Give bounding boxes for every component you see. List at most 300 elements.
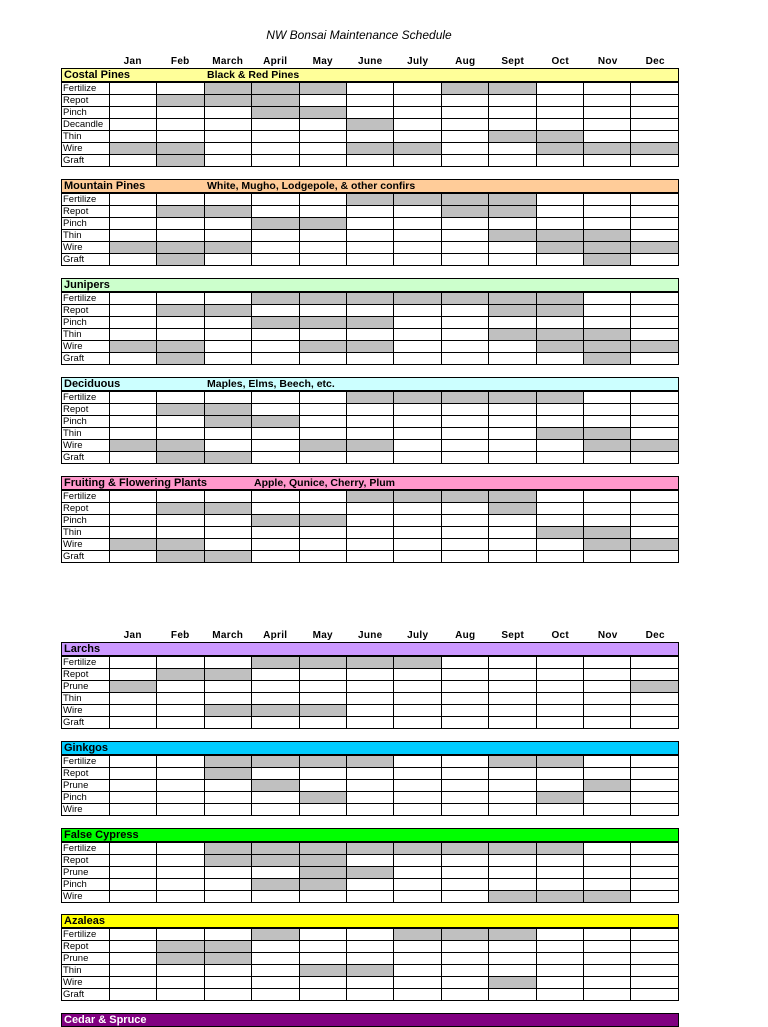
empty-cell bbox=[394, 254, 441, 266]
scheduled-cell bbox=[252, 317, 299, 329]
empty-cell bbox=[347, 929, 394, 941]
task-label: Fertilize bbox=[62, 83, 110, 95]
empty-cell bbox=[110, 891, 157, 903]
empty-cell bbox=[394, 242, 441, 254]
empty-cell bbox=[584, 768, 631, 780]
empty-cell bbox=[394, 681, 441, 693]
empty-cell bbox=[157, 83, 204, 95]
task-row bbox=[62, 843, 679, 855]
scheduled-cell bbox=[157, 953, 204, 965]
empty-cell bbox=[347, 515, 394, 527]
empty-cell bbox=[441, 657, 488, 669]
month-label: July bbox=[407, 630, 429, 641]
empty-cell bbox=[204, 353, 251, 365]
empty-cell bbox=[110, 491, 157, 503]
empty-cell bbox=[204, 329, 251, 341]
empty-cell bbox=[441, 143, 488, 155]
scheduled-cell bbox=[204, 206, 251, 218]
scheduled-cell bbox=[536, 305, 583, 317]
empty-cell bbox=[441, 305, 488, 317]
scheduled-cell bbox=[631, 242, 679, 254]
empty-cell bbox=[584, 515, 631, 527]
empty-cell bbox=[204, 230, 251, 242]
empty-cell bbox=[489, 155, 536, 167]
task-row bbox=[62, 230, 679, 242]
empty-cell bbox=[347, 977, 394, 989]
empty-cell bbox=[110, 977, 157, 989]
empty-cell bbox=[441, 107, 488, 119]
empty-cell bbox=[584, 879, 631, 891]
empty-cell bbox=[299, 977, 346, 989]
task-row bbox=[62, 989, 679, 1001]
empty-cell bbox=[631, 503, 679, 515]
empty-cell bbox=[489, 254, 536, 266]
section-subtitle: White, Mugho, Lodgepole, & other confirs bbox=[207, 180, 416, 192]
scheduled-cell bbox=[252, 780, 299, 792]
empty-cell bbox=[204, 693, 251, 705]
empty-cell bbox=[441, 953, 488, 965]
section-header bbox=[61, 1013, 679, 1027]
scheduled-cell bbox=[204, 768, 251, 780]
scheduled-cell bbox=[110, 539, 157, 551]
empty-cell bbox=[536, 503, 583, 515]
task-row bbox=[62, 107, 679, 119]
empty-cell bbox=[536, 989, 583, 1001]
scheduled-cell bbox=[584, 254, 631, 266]
scheduled-cell bbox=[394, 929, 441, 941]
empty-cell bbox=[299, 230, 346, 242]
empty-cell bbox=[204, 131, 251, 143]
empty-cell bbox=[204, 929, 251, 941]
empty-cell bbox=[252, 941, 299, 953]
empty-cell bbox=[441, 503, 488, 515]
empty-cell bbox=[204, 119, 251, 131]
empty-cell bbox=[157, 843, 204, 855]
empty-cell bbox=[299, 669, 346, 681]
scheduled-cell bbox=[157, 404, 204, 416]
empty-cell bbox=[441, 527, 488, 539]
empty-cell bbox=[584, 392, 631, 404]
empty-cell bbox=[394, 539, 441, 551]
scheduled-cell bbox=[536, 143, 583, 155]
empty-cell bbox=[584, 929, 631, 941]
empty-cell bbox=[347, 855, 394, 867]
task-row bbox=[62, 353, 679, 365]
empty-cell bbox=[631, 416, 679, 428]
empty-cell bbox=[489, 879, 536, 891]
empty-cell bbox=[536, 977, 583, 989]
scheduled-cell bbox=[536, 293, 583, 305]
empty-cell bbox=[441, 218, 488, 230]
scheduled-cell bbox=[441, 293, 488, 305]
section-header bbox=[61, 828, 679, 842]
empty-cell bbox=[489, 527, 536, 539]
empty-cell bbox=[584, 681, 631, 693]
empty-cell bbox=[394, 317, 441, 329]
task-label: Thin bbox=[62, 329, 110, 341]
empty-cell bbox=[631, 693, 679, 705]
task-row bbox=[62, 95, 679, 107]
task-row bbox=[62, 756, 679, 768]
scheduled-cell bbox=[489, 891, 536, 903]
scheduled-cell bbox=[441, 843, 488, 855]
scheduled-cell bbox=[489, 843, 536, 855]
empty-cell bbox=[347, 131, 394, 143]
scheduled-cell bbox=[157, 242, 204, 254]
task-label: Pinch bbox=[62, 792, 110, 804]
scheduled-cell bbox=[584, 242, 631, 254]
empty-cell bbox=[536, 515, 583, 527]
task-row bbox=[62, 392, 679, 404]
scheduled-cell bbox=[204, 756, 251, 768]
empty-cell bbox=[110, 428, 157, 440]
empty-cell bbox=[394, 404, 441, 416]
scheduled-cell bbox=[347, 965, 394, 977]
section-subtitle: Black & Red Pines bbox=[207, 69, 300, 81]
empty-cell bbox=[631, 804, 679, 816]
task-label: Repot bbox=[62, 941, 110, 953]
month-label: May bbox=[312, 630, 333, 641]
empty-cell bbox=[584, 119, 631, 131]
month-label: Dec bbox=[645, 56, 665, 67]
empty-cell bbox=[204, 657, 251, 669]
empty-cell bbox=[252, 131, 299, 143]
scheduled-cell bbox=[347, 756, 394, 768]
empty-cell bbox=[441, 867, 488, 879]
month-label: June bbox=[357, 56, 383, 67]
scheduled-cell bbox=[489, 206, 536, 218]
empty-cell bbox=[394, 693, 441, 705]
empty-cell bbox=[204, 515, 251, 527]
empty-cell bbox=[536, 681, 583, 693]
empty-cell bbox=[489, 515, 536, 527]
scheduled-cell bbox=[347, 491, 394, 503]
scheduled-cell bbox=[252, 756, 299, 768]
month-label: Feb bbox=[170, 56, 190, 67]
empty-cell bbox=[584, 452, 631, 464]
empty-cell bbox=[584, 317, 631, 329]
scheduled-cell bbox=[204, 953, 251, 965]
task-row bbox=[62, 143, 679, 155]
scheduled-cell bbox=[347, 194, 394, 206]
scheduled-cell bbox=[157, 155, 204, 167]
scheduled-cell bbox=[299, 855, 346, 867]
empty-cell bbox=[394, 230, 441, 242]
page-title: NW Bonsai Maintenance Schedule bbox=[266, 28, 452, 42]
empty-cell bbox=[631, 353, 679, 365]
scheduled-cell bbox=[110, 341, 157, 353]
empty-cell bbox=[110, 768, 157, 780]
task-label: Repot bbox=[62, 95, 110, 107]
empty-cell bbox=[441, 242, 488, 254]
month-label: Jan bbox=[123, 56, 142, 67]
scheduled-cell bbox=[157, 341, 204, 353]
scheduled-cell bbox=[536, 341, 583, 353]
empty-cell bbox=[489, 440, 536, 452]
schedule-section bbox=[61, 914, 679, 1001]
task-label: Prune bbox=[62, 780, 110, 792]
task-row bbox=[62, 329, 679, 341]
empty-cell bbox=[536, 491, 583, 503]
empty-cell bbox=[584, 503, 631, 515]
empty-cell bbox=[394, 855, 441, 867]
task-row bbox=[62, 717, 679, 729]
scheduled-cell bbox=[157, 440, 204, 452]
empty-cell bbox=[584, 305, 631, 317]
section-name: Azaleas bbox=[64, 915, 105, 927]
empty-cell bbox=[441, 329, 488, 341]
empty-cell bbox=[347, 717, 394, 729]
schedule-section bbox=[61, 278, 679, 365]
empty-cell bbox=[584, 551, 631, 563]
scheduled-cell bbox=[110, 440, 157, 452]
scheduled-cell bbox=[299, 293, 346, 305]
section-header bbox=[61, 642, 679, 656]
empty-cell bbox=[631, 527, 679, 539]
empty-cell bbox=[299, 143, 346, 155]
empty-cell bbox=[347, 206, 394, 218]
empty-cell bbox=[110, 953, 157, 965]
empty-cell bbox=[299, 119, 346, 131]
scheduled-cell bbox=[584, 440, 631, 452]
empty-cell bbox=[110, 780, 157, 792]
empty-cell bbox=[584, 756, 631, 768]
empty-cell bbox=[631, 218, 679, 230]
empty-cell bbox=[204, 965, 251, 977]
scheduled-cell bbox=[299, 843, 346, 855]
empty-cell bbox=[489, 867, 536, 879]
empty-cell bbox=[631, 107, 679, 119]
task-label: Wire bbox=[62, 242, 110, 254]
schedule-table bbox=[61, 82, 679, 167]
empty-cell bbox=[536, 965, 583, 977]
empty-cell bbox=[584, 804, 631, 816]
empty-cell bbox=[204, 879, 251, 891]
empty-cell bbox=[157, 329, 204, 341]
task-row bbox=[62, 539, 679, 551]
scheduled-cell bbox=[299, 515, 346, 527]
task-label: Repot bbox=[62, 768, 110, 780]
empty-cell bbox=[110, 194, 157, 206]
scheduled-cell bbox=[299, 657, 346, 669]
empty-cell bbox=[631, 792, 679, 804]
empty-cell bbox=[394, 941, 441, 953]
scheduled-cell bbox=[204, 83, 251, 95]
month-label: Nov bbox=[597, 630, 618, 641]
empty-cell bbox=[299, 539, 346, 551]
empty-cell bbox=[110, 527, 157, 539]
empty-cell bbox=[347, 539, 394, 551]
task-label: Thin bbox=[62, 230, 110, 242]
empty-cell bbox=[441, 681, 488, 693]
scheduled-cell bbox=[157, 143, 204, 155]
empty-cell bbox=[204, 107, 251, 119]
section-header bbox=[61, 377, 679, 391]
task-row bbox=[62, 293, 679, 305]
empty-cell bbox=[584, 155, 631, 167]
task-label: Thin bbox=[62, 693, 110, 705]
empty-cell bbox=[441, 428, 488, 440]
task-row bbox=[62, 515, 679, 527]
scheduled-cell bbox=[157, 206, 204, 218]
empty-cell bbox=[157, 515, 204, 527]
empty-cell bbox=[157, 293, 204, 305]
empty-cell bbox=[204, 155, 251, 167]
empty-cell bbox=[252, 353, 299, 365]
scheduled-cell bbox=[489, 929, 536, 941]
empty-cell bbox=[631, 131, 679, 143]
scheduled-cell bbox=[299, 705, 346, 717]
empty-cell bbox=[347, 428, 394, 440]
task-row bbox=[62, 792, 679, 804]
task-row bbox=[62, 941, 679, 953]
empty-cell bbox=[489, 317, 536, 329]
empty-cell bbox=[441, 539, 488, 551]
scheduled-cell bbox=[252, 218, 299, 230]
empty-cell bbox=[252, 768, 299, 780]
empty-cell bbox=[489, 768, 536, 780]
empty-cell bbox=[536, 929, 583, 941]
section-name: Junipers bbox=[64, 279, 110, 291]
empty-cell bbox=[252, 341, 299, 353]
empty-cell bbox=[110, 404, 157, 416]
empty-cell bbox=[252, 977, 299, 989]
task-row bbox=[62, 669, 679, 681]
empty-cell bbox=[489, 705, 536, 717]
empty-cell bbox=[347, 218, 394, 230]
schedule-section bbox=[61, 1013, 679, 1027]
empty-cell bbox=[631, 657, 679, 669]
empty-cell bbox=[584, 792, 631, 804]
empty-cell bbox=[110, 107, 157, 119]
empty-cell bbox=[347, 669, 394, 681]
scheduled-cell bbox=[441, 929, 488, 941]
empty-cell bbox=[584, 491, 631, 503]
empty-cell bbox=[110, 83, 157, 95]
empty-cell bbox=[299, 404, 346, 416]
empty-cell bbox=[631, 843, 679, 855]
section-header bbox=[61, 914, 679, 928]
empty-cell bbox=[157, 491, 204, 503]
empty-cell bbox=[252, 254, 299, 266]
empty-cell bbox=[584, 843, 631, 855]
empty-cell bbox=[252, 491, 299, 503]
schedule-section bbox=[61, 828, 679, 903]
empty-cell bbox=[157, 855, 204, 867]
empty-cell bbox=[631, 83, 679, 95]
empty-cell bbox=[157, 879, 204, 891]
empty-cell bbox=[110, 119, 157, 131]
scheduled-cell bbox=[347, 341, 394, 353]
schedule-table bbox=[61, 490, 679, 563]
empty-cell bbox=[536, 705, 583, 717]
task-row bbox=[62, 491, 679, 503]
empty-cell bbox=[204, 977, 251, 989]
empty-cell bbox=[157, 218, 204, 230]
empty-cell bbox=[441, 669, 488, 681]
scheduled-cell bbox=[347, 143, 394, 155]
schedule-section bbox=[61, 476, 679, 563]
task-row bbox=[62, 953, 679, 965]
scheduled-cell bbox=[204, 242, 251, 254]
empty-cell bbox=[347, 155, 394, 167]
empty-cell bbox=[347, 768, 394, 780]
task-label: Graft bbox=[62, 155, 110, 167]
empty-cell bbox=[299, 780, 346, 792]
empty-cell bbox=[204, 440, 251, 452]
empty-cell bbox=[347, 941, 394, 953]
empty-cell bbox=[110, 855, 157, 867]
section-header bbox=[61, 179, 679, 193]
scheduled-cell bbox=[536, 843, 583, 855]
schedule-section bbox=[61, 68, 679, 167]
task-row bbox=[62, 206, 679, 218]
section-header bbox=[61, 476, 679, 490]
empty-cell bbox=[110, 804, 157, 816]
scheduled-cell bbox=[536, 230, 583, 242]
schedule-table bbox=[61, 928, 679, 1001]
empty-cell bbox=[394, 717, 441, 729]
section-name: Larchs bbox=[64, 643, 101, 655]
empty-cell bbox=[252, 693, 299, 705]
empty-cell bbox=[299, 804, 346, 816]
empty-cell bbox=[631, 768, 679, 780]
task-label: Wire bbox=[62, 539, 110, 551]
empty-cell bbox=[394, 804, 441, 816]
schedule-table bbox=[61, 391, 679, 464]
empty-cell bbox=[631, 717, 679, 729]
task-row bbox=[62, 83, 679, 95]
scheduled-cell bbox=[110, 681, 157, 693]
empty-cell bbox=[252, 305, 299, 317]
empty-cell bbox=[204, 681, 251, 693]
empty-cell bbox=[584, 95, 631, 107]
empty-cell bbox=[441, 404, 488, 416]
schedule-table bbox=[61, 193, 679, 266]
empty-cell bbox=[157, 780, 204, 792]
task-label: Pinch bbox=[62, 416, 110, 428]
task-label: Repot bbox=[62, 206, 110, 218]
task-row bbox=[62, 440, 679, 452]
empty-cell bbox=[584, 206, 631, 218]
task-row bbox=[62, 527, 679, 539]
empty-cell bbox=[299, 194, 346, 206]
scheduled-cell bbox=[489, 503, 536, 515]
empty-cell bbox=[441, 965, 488, 977]
empty-cell bbox=[252, 392, 299, 404]
empty-cell bbox=[631, 329, 679, 341]
empty-cell bbox=[204, 491, 251, 503]
task-label: Wire bbox=[62, 804, 110, 816]
empty-cell bbox=[110, 218, 157, 230]
empty-cell bbox=[631, 293, 679, 305]
empty-cell bbox=[347, 681, 394, 693]
empty-cell bbox=[536, 317, 583, 329]
empty-cell bbox=[489, 804, 536, 816]
empty-cell bbox=[631, 965, 679, 977]
task-label: Fertilize bbox=[62, 293, 110, 305]
task-label: Repot bbox=[62, 855, 110, 867]
task-row bbox=[62, 693, 679, 705]
scheduled-cell bbox=[252, 705, 299, 717]
empty-cell bbox=[299, 242, 346, 254]
empty-cell bbox=[441, 452, 488, 464]
empty-cell bbox=[441, 95, 488, 107]
empty-cell bbox=[441, 792, 488, 804]
empty-cell bbox=[441, 879, 488, 891]
empty-cell bbox=[536, 855, 583, 867]
task-label: Fertilize bbox=[62, 194, 110, 206]
